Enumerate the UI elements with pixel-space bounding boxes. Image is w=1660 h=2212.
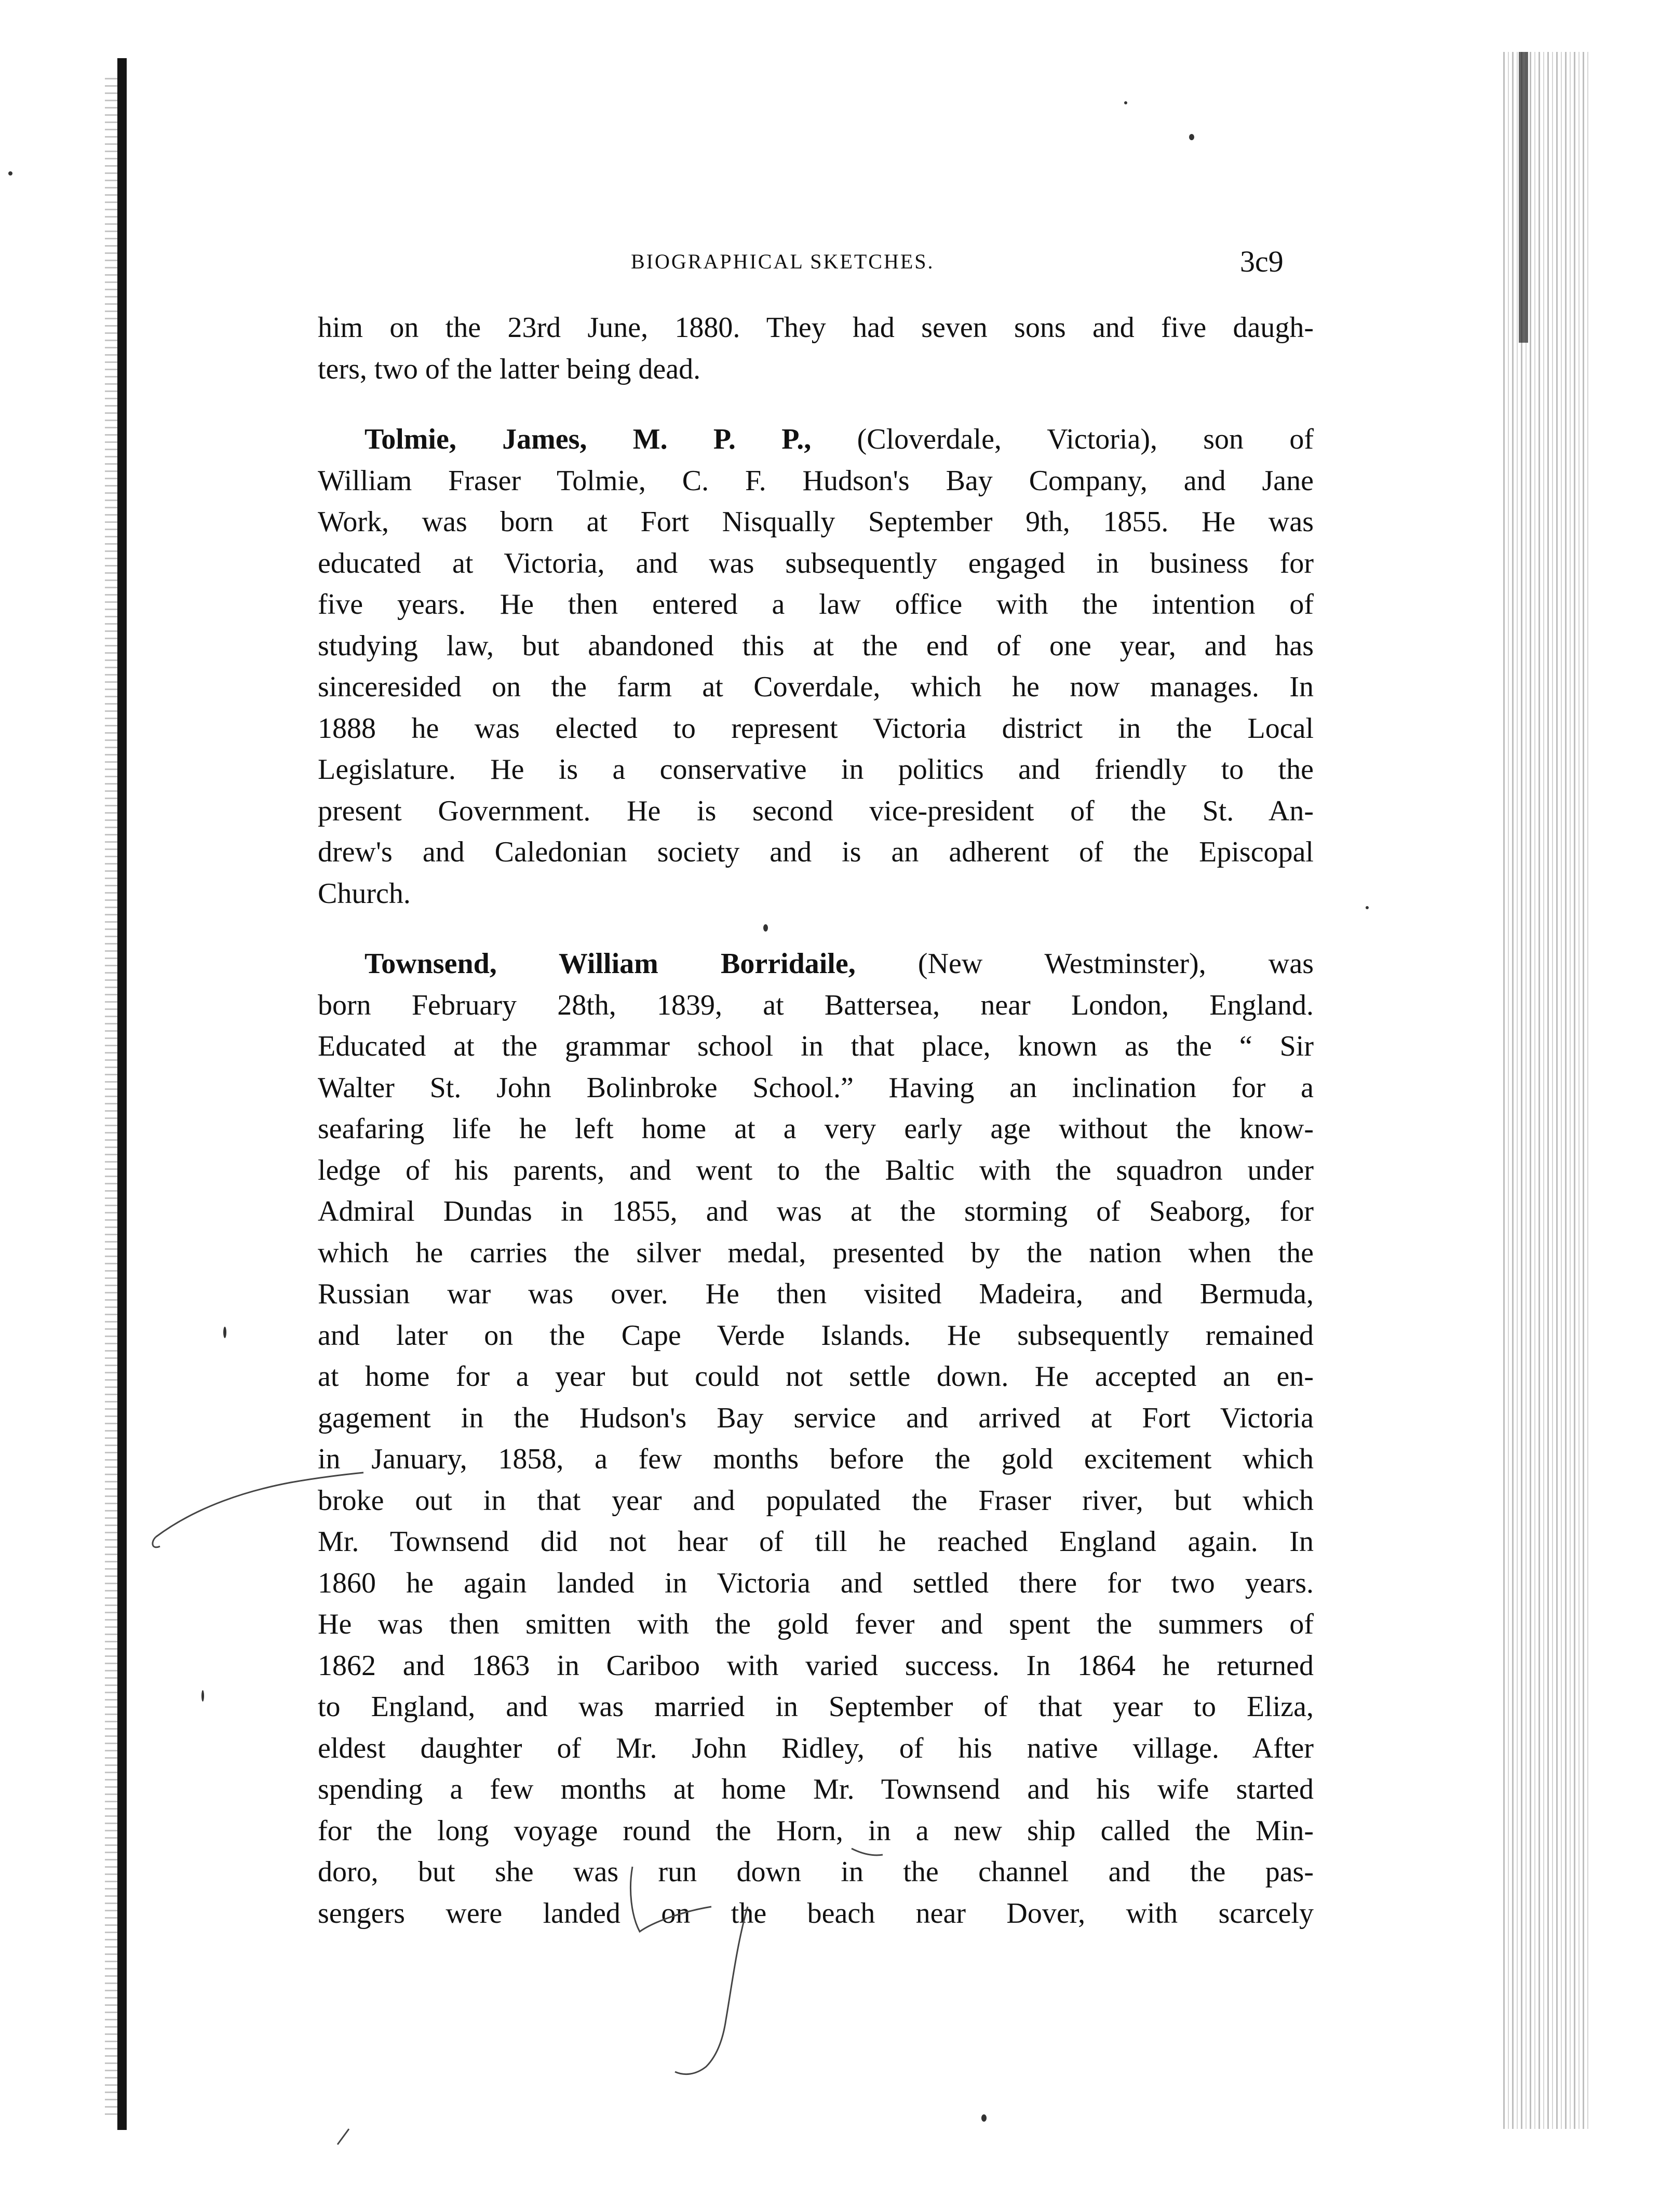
text-line: Mr. Townsend did not hear of till he reached England again. In xyxy=(318,1526,1314,1558)
page-header xyxy=(0,244,1660,286)
pencil-stroke xyxy=(338,2129,349,2144)
text-line: gagement in the Hudson's Bay service and arrived at Fort Victoria xyxy=(318,1401,1314,1434)
text-line: spending a few months at home Mr. Townsend and his wife started xyxy=(318,1773,1314,1805)
text-line: seafaring life he left home at a very early age without the know- xyxy=(318,1113,1314,1145)
text-line: William Fraser Tolmie, C. F. Hudson's Bay Company, and Jane xyxy=(318,464,1314,497)
binding-dark-strip-right xyxy=(1519,52,1528,343)
text-line: drew's and Caledonian society and is an adherent of the Episcopal xyxy=(318,836,1314,868)
text-line: born February 28th, 1839, at Battersea, near London, England. xyxy=(318,989,1314,1021)
binding-edge-right xyxy=(1503,52,1591,2129)
entry-line-rest: (New Westminster), was xyxy=(855,948,1314,980)
entry-name: Townsend, William Borridaile, xyxy=(365,948,856,980)
text-line: Admiral Dundas in 1855, and was at the storming of Seaborg, for xyxy=(318,1195,1314,1228)
text-line: studying law, but abandoned this at the end of one year, and has xyxy=(318,629,1314,662)
text-line: 1860 he again landed in Victoria and settled there for two years. xyxy=(318,1567,1314,1599)
scan-speck xyxy=(1124,101,1127,104)
scan-speck xyxy=(201,1690,204,1702)
scan-speck xyxy=(8,171,12,176)
text-line: sinceresided on the farm at Coverdale, which he now manages. In xyxy=(318,671,1314,703)
text-line: He was then smitten with the gold fever and spent the summers of xyxy=(318,1608,1314,1640)
text-line: which he carries the silver medal, presented by the nation when the xyxy=(318,1236,1314,1269)
scan-speck xyxy=(981,2114,987,2122)
text-line: eldest daughter of Mr. John Ridley, of his native village. After xyxy=(318,1732,1314,1764)
text-line: Russian war was over. He then visited Madeira, and Bermuda, xyxy=(318,1278,1314,1310)
text-line: present Government. He is second vice-president of the St. An- xyxy=(318,794,1314,827)
text-line: Work, was born at Fort Nisqually September 9th, 1855. He was xyxy=(318,506,1314,538)
text-line: five years. He then entered a law office with the intention of xyxy=(318,588,1314,621)
running-head: BIOGRAPHICAL SKETCHES. xyxy=(631,250,935,273)
entry-townsend xyxy=(318,943,1314,1934)
scan-speck xyxy=(1189,134,1194,140)
text-line: 1862 and 1863 in Cariboo with varied success. In 1864 he returned xyxy=(318,1649,1314,1682)
text-line: sengers were landed on the beach near Dover, with scarcely xyxy=(318,1897,1314,1930)
text-line: ledge of his parents, and went to the Baltic with the squadron under xyxy=(318,1154,1314,1186)
text-line: in January, 1858, a few months before the gold excitement which xyxy=(318,1443,1314,1475)
text-line: for the long voyage round the Horn, in a new ship called the Min- xyxy=(318,1814,1314,1847)
text-line: educated at Victoria, and was subsequently engaged in business for xyxy=(318,547,1314,579)
pencil-stroke xyxy=(153,1537,160,1547)
text-line: to England, and was married in September of that year to Eliza, xyxy=(318,1691,1314,1723)
text-line: doro, but she was run down in the channel and the pas- xyxy=(318,1856,1314,1888)
paragraph-continuation xyxy=(318,307,1314,390)
scan-speck xyxy=(223,1327,226,1338)
text-line: and later on the Cape Verde Islands. He subsequently remained xyxy=(318,1319,1314,1352)
text-line: 1888 he was elected to represent Victoria district in the Local xyxy=(318,712,1314,745)
text-line: ters, two of the latter being dead. xyxy=(318,353,701,385)
text-line xyxy=(318,419,1314,461)
body-text xyxy=(318,307,1314,1934)
text-line xyxy=(318,943,1314,985)
entry-tolmie xyxy=(318,419,1314,914)
text-line: him on the 23rd June, 1880. They had seven sons and five daugh- xyxy=(318,312,1314,344)
page-number: 3c9 xyxy=(1240,245,1284,278)
binding-edge-left xyxy=(117,58,127,2130)
text-line: Walter St. John Bolinbroke School.” Having an inclination for a xyxy=(318,1071,1314,1104)
text-line: Church. xyxy=(318,877,411,910)
text-line: Legislature. He is a conservative in politics and friendly to the xyxy=(318,753,1314,786)
entry-line-rest: (Cloverdale, Victoria), son of xyxy=(811,423,1314,455)
text-line: at home for a year but could not settle down. He accepted an en- xyxy=(318,1360,1314,1393)
text-line: Educated at the grammar school in that place, known as the “ Sir xyxy=(318,1030,1314,1062)
binding-shadow-left xyxy=(105,78,118,2119)
entry-name: Tolmie, James, M. P. P., xyxy=(365,423,812,455)
text-line: broke out in that year and populated the Fraser river, but which xyxy=(318,1484,1314,1517)
scan-speck xyxy=(1366,906,1369,909)
